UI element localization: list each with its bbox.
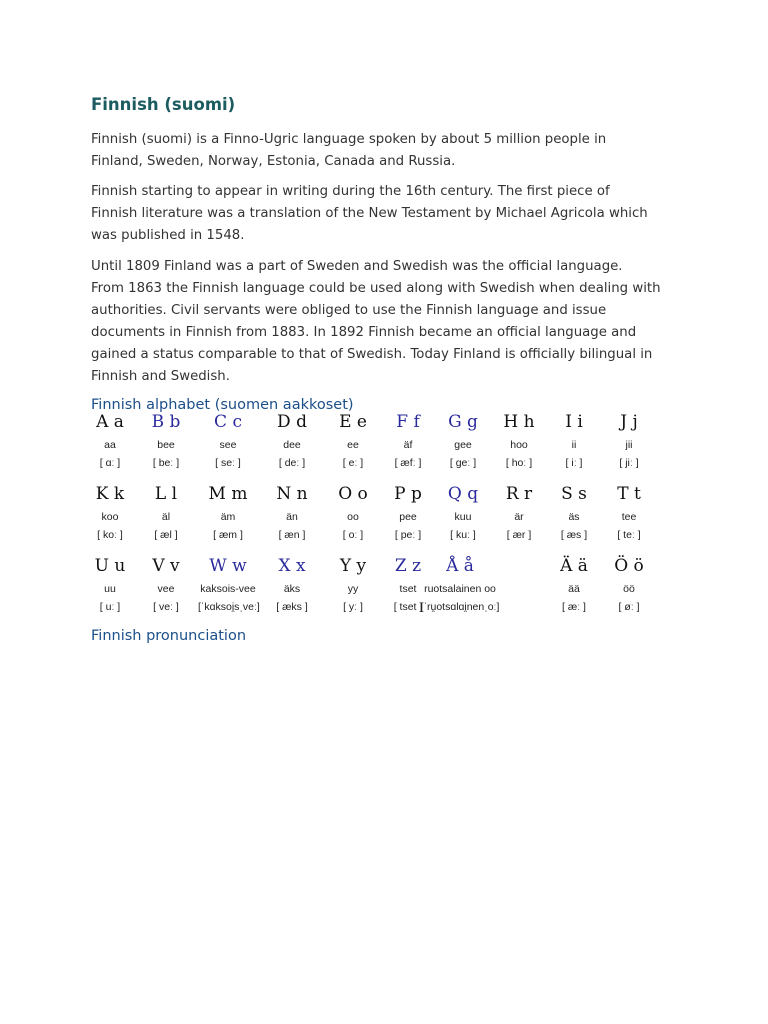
alphabet-letter-name: äs [568, 511, 580, 523]
alphabet-ipa: [ˈru̯otsɑlɑi̯nenˌoː] [420, 601, 500, 613]
alphabet-letter: I i [565, 412, 583, 432]
alphabet-letter: Ä ä [560, 556, 588, 576]
alphabet-cell [323, 484, 383, 542]
alphabet-letter-name: öö [623, 583, 635, 595]
alphabet-letter: S s [561, 484, 587, 504]
alphabet-letter: P p [394, 484, 422, 504]
alphabet-letter-name: tee [621, 511, 637, 523]
alphabet-letter-name: ää [568, 583, 580, 595]
alphabet-letter: Å å [446, 556, 474, 576]
alphabet-ipa: [ seː ] [215, 457, 241, 469]
alphabet-ipa: [ æks ] [276, 601, 308, 613]
alphabet-letter: F f [396, 412, 420, 432]
alphabet-letter: B b [151, 412, 181, 432]
alphabet-cell [489, 484, 549, 542]
paragraph-line: was published in 1548. [91, 228, 245, 243]
paragraph-line: Finnish and Swedish. [91, 369, 230, 384]
alphabet-cell [262, 556, 322, 614]
paragraph-line: Finnish (suomi) is a Finno-Ugric language spoken by about 5 million people in [91, 132, 607, 147]
alphabet-ipa: [ eː ] [342, 457, 364, 469]
alphabet-cell [198, 556, 258, 614]
alphabet-letter-name: äm [220, 511, 236, 523]
alphabet-ipa: [ iː ] [565, 457, 583, 469]
alphabet-letter-name: yy [347, 583, 359, 595]
alphabet-ipa: [ jiː ] [619, 457, 639, 469]
alphabet-cell [136, 556, 196, 614]
alphabet-ipa: [ teː ] [617, 529, 641, 541]
pronunciation-heading: Finnish pronunciation [91, 628, 247, 644]
alphabet-letter: Ö ö [614, 556, 644, 576]
alphabet-cell [198, 484, 258, 542]
alphabet-ipa: [ kuː ] [450, 529, 476, 541]
alphabet-ipa: [ ɑː ] [99, 457, 121, 469]
history-paragraph [91, 181, 691, 247]
alphabet-cell [323, 412, 383, 470]
alphabet-letter-name: kaksois-vee [200, 583, 256, 595]
alphabet-cell [136, 412, 196, 470]
alphabet-table [80, 412, 660, 628]
alphabet-letter: D d [277, 412, 307, 432]
alphabet-ipa: [ hoː ] [505, 457, 533, 469]
alphabet-ipa: [ deː ] [278, 457, 306, 469]
paragraph-line: Finnish starting to appear in writing during the 16th century. The first piece of [91, 184, 610, 199]
alphabet-letter: G g [448, 412, 478, 432]
alphabet-letter-name: ii [571, 439, 577, 451]
paragraph-line: Finland, Sweden, Norway, Estonia, Canada and Russia. [91, 154, 456, 169]
alphabet-ipa: [ veː ] [153, 601, 179, 613]
paragraph-line: Finnish literature was a translation of the New Testament by Michael Agricola which [91, 206, 648, 221]
alphabet-ipa: [ æm ] [213, 529, 243, 541]
alphabet-letter: O o [338, 484, 368, 504]
alphabet-ipa: [ oː ] [342, 529, 364, 541]
alphabet-cell [136, 484, 196, 542]
alphabet-ipa: [ yː ] [343, 601, 363, 613]
alphabet-row [80, 556, 660, 628]
alphabet-letter-name: jii [625, 439, 633, 451]
alphabet-letter-name: see [219, 439, 237, 451]
alphabet-cell [544, 412, 604, 470]
alphabet-cell [544, 556, 604, 614]
alphabet-cell [599, 412, 659, 470]
alphabet-letter: X x [278, 556, 306, 576]
alphabet-letter-name: äks [283, 583, 301, 595]
alphabet-ipa: [ æn ] [278, 529, 306, 541]
alphabet-cell [198, 412, 258, 470]
alphabet-cell [489, 412, 549, 470]
alphabet-letter-name: pee [399, 511, 417, 523]
alphabet-letter: M m [208, 484, 248, 504]
alphabet-letter-name: än [286, 511, 298, 523]
paragraph-line: From 1863 the Finnish language could be used along with Swedish when dealing with [91, 281, 661, 296]
alphabet-cell [599, 484, 659, 542]
alphabet-cell [599, 556, 659, 614]
alphabet-letter-name: dee [283, 439, 301, 451]
alphabet-cell [262, 412, 322, 470]
alphabet-letter-name: äf [403, 439, 413, 451]
alphabet-heading: Finnish alphabet (suomen aakkoset) [91, 397, 354, 413]
alphabet-ipa: [ æs ] [560, 529, 588, 541]
alphabet-ipa: [ øː ] [618, 601, 640, 613]
alphabet-ipa: [ geː ] [449, 457, 477, 469]
alphabet-letter-name: bee [157, 439, 175, 451]
alphabet-letter: N n [276, 484, 308, 504]
alphabet-letter: R r [505, 484, 533, 504]
alphabet-letter: A a [96, 412, 124, 432]
paragraph-line: Until 1809 Finland was a part of Sweden and Swedish was the official language. [91, 259, 623, 274]
paragraph-line: documents in Finnish from 1883. In 1892 Finnish became an official language and [91, 325, 637, 340]
alphabet-letter-name: koo [101, 511, 119, 523]
alphabet-cell [544, 484, 604, 542]
page-title: Finnish (suomi) [91, 95, 236, 114]
alphabet-letter-name: äl [161, 511, 171, 523]
alphabet-letter-name: tset [399, 583, 417, 595]
alphabet-ipa: [ æː ] [562, 601, 586, 613]
alphabet-cell [262, 484, 322, 542]
alphabet-cell [378, 412, 438, 470]
alphabet-cell [433, 412, 493, 470]
alphabet-ipa: [ æl ] [154, 529, 178, 541]
alphabet-cell [80, 484, 140, 542]
alphabet-cell [378, 484, 438, 542]
alphabet-cell [400, 556, 520, 614]
alphabet-ipa: [ tset ] [393, 601, 423, 613]
status-paragraph [91, 256, 691, 388]
alphabet-letter: E e [339, 412, 367, 432]
alphabet-letter-name: gee [454, 439, 472, 451]
alphabet-ipa: [ koː ] [97, 529, 123, 541]
alphabet-letter: Z z [394, 556, 422, 576]
alphabet-cell [80, 412, 140, 470]
alphabet-letter-name: hoo [510, 439, 528, 451]
alphabet-letter-name: ruotsalainen oo [424, 583, 496, 595]
alphabet-cell [323, 556, 383, 614]
alphabet-letter: J j [620, 412, 638, 432]
alphabet-row [80, 484, 660, 556]
alphabet-letter: U u [94, 556, 126, 576]
alphabet-ipa: [ beː ] [152, 457, 180, 469]
paragraph-line: gained a status comparable to that of Swedish. Today Finland is officially bilingual in [91, 347, 653, 362]
alphabet-letter: Q q [447, 484, 479, 504]
alphabet-letter: C c [214, 412, 242, 432]
alphabet-letter-name: vee [157, 583, 175, 595]
alphabet-ipa: [ peː ] [394, 529, 422, 541]
alphabet-letter-name: kuu [454, 511, 472, 523]
alphabet-ipa: [ˈkɑksoi̯sˌveː] [198, 601, 260, 613]
alphabet-letter: K k [95, 484, 125, 504]
alphabet-letter: W w [209, 556, 247, 576]
alphabet-letter-name: oo [347, 511, 359, 523]
alphabet-ipa: [ æfː ] [394, 457, 422, 469]
alphabet-cell [433, 484, 493, 542]
alphabet-cell [80, 556, 140, 614]
alphabet-letter: H h [503, 412, 535, 432]
alphabet-letter: T t [617, 484, 641, 504]
alphabet-letter-name: är [514, 511, 524, 523]
alphabet-letter: L l [154, 484, 178, 504]
paragraph-line: authorities. Civil servants were obliged to use the Finnish language and issue [91, 303, 607, 318]
alphabet-letter-name: uu [104, 583, 116, 595]
alphabet-letter: V v [152, 556, 180, 576]
alphabet-ipa: [ uː ] [99, 601, 121, 613]
alphabet-letter-name: ee [347, 439, 359, 451]
intro-paragraph [91, 129, 691, 173]
alphabet-row [80, 412, 660, 484]
alphabet-letter: Y y [339, 556, 367, 576]
alphabet-letter-name: aa [104, 439, 116, 451]
alphabet-ipa: [ ær ] [506, 529, 532, 541]
